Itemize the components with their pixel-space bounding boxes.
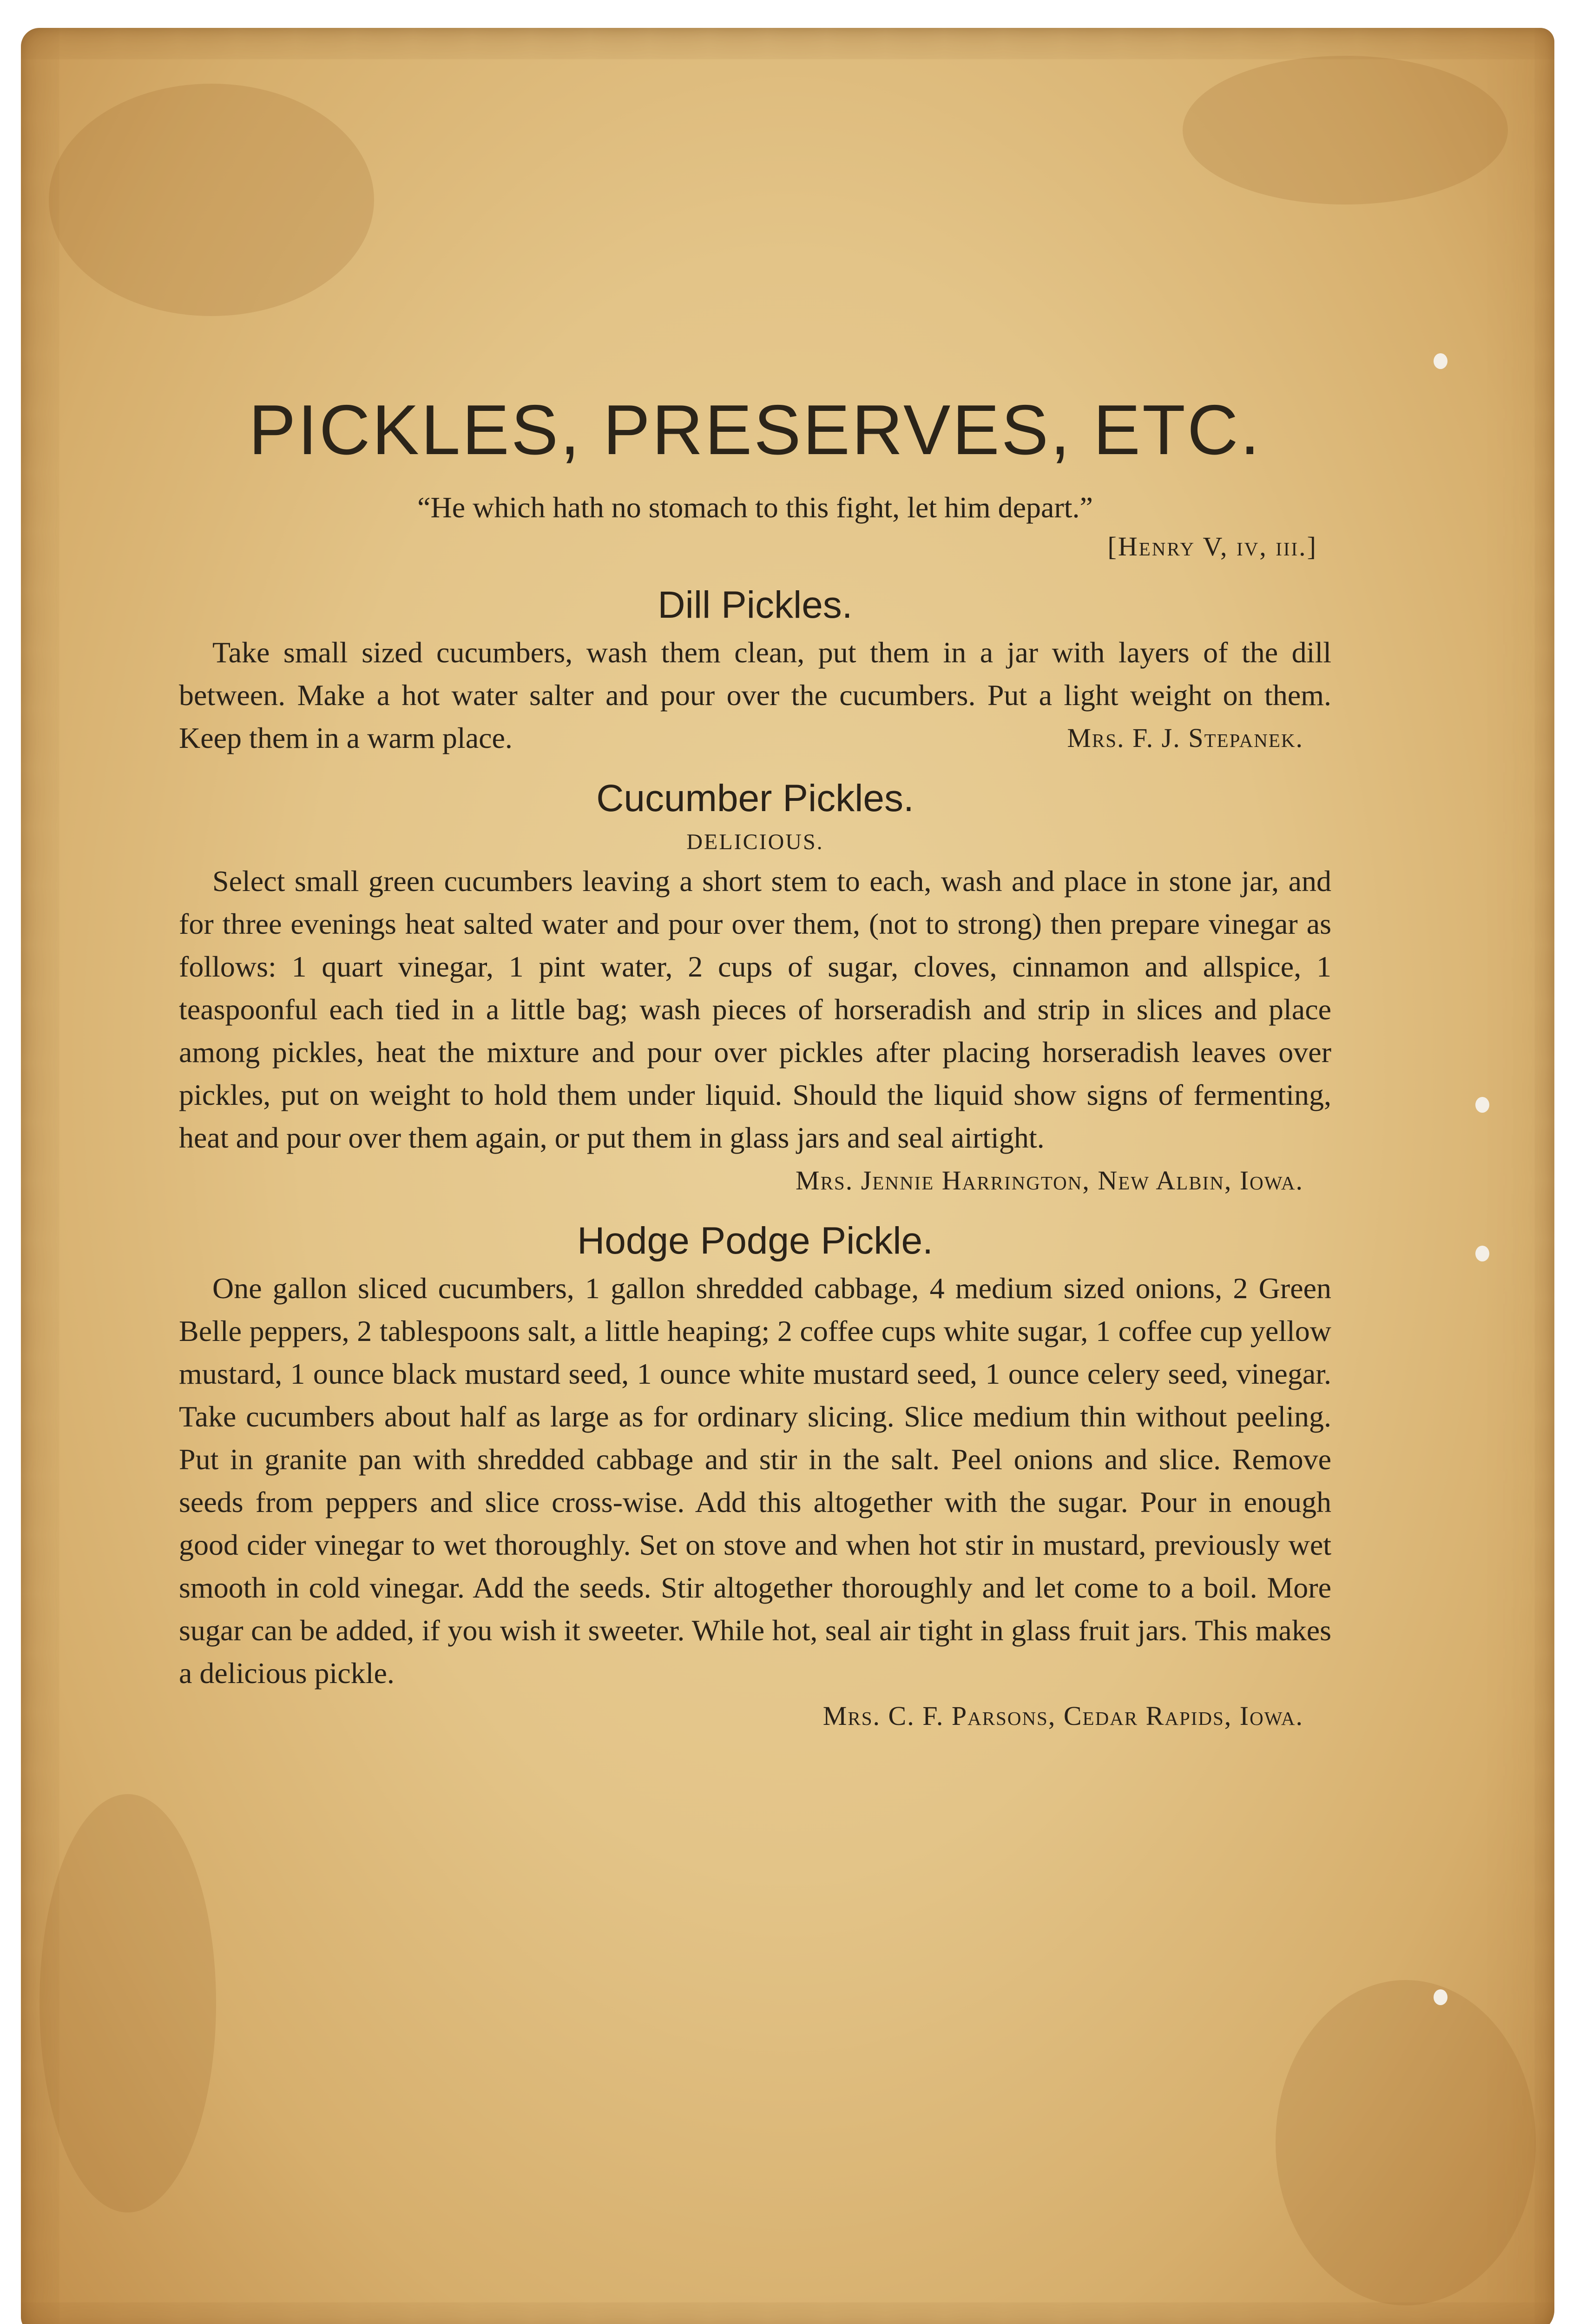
aged-paper-page: [21, 28, 1554, 2324]
recipe-author: Mrs. F. J. Stepanek.: [1067, 723, 1303, 753]
paper-stain: [39, 1794, 216, 2212]
recipe-cucumber-pickles: [179, 775, 1331, 1202]
page-title: PICKLES, PRESERVES, ETC.: [249, 390, 1262, 469]
punch-hole: [1475, 1097, 1489, 1113]
recipe-author: Mrs. Jennie Harrington, New Albin, Iowa.: [796, 1165, 1303, 1195]
paper-stain: [49, 84, 374, 316]
recipe-body: Take small sized cucumbers, wash them clean, put them in a jar with layers of the dill between. Make a hot water salter and pour over the cucumbers. Put a light weight on them. Keep them in a warm place.: [179, 636, 1331, 754]
paper-stain: [1183, 56, 1508, 205]
recipe-dill-pickles: [179, 582, 1331, 759]
epigraph-source: [Henry V, iv, iii.]: [1107, 531, 1317, 561]
epigraph-quote: “He which hath no stomach to this fight, let him depart.”: [417, 491, 1093, 524]
paper-stain: [1276, 1980, 1536, 2305]
page-content: [179, 390, 1331, 1737]
recipe-hodge-podge-pickle: [179, 1218, 1331, 1737]
recipe-body: Select small green cucumbers leaving a short stem to each, wash and place in stone jar, and for three evenings heat salted water and pour over them, (not to strong) then prepare vinegar as follows: 1 quart vinegar, 1 pint water, 2 cups of sugar, cloves, cinnamon and allspice, 1 teaspoonful each tied in a little bag; wash pieces of horseradish and strip in slices and place among pickles, heat the mixture and pour over pickles after placing horseradish leaves over pickles, put on weight to hold them under liquid. Should the liquid show signs of fermenting, heat and pour over them again, or put them in glass jars and seal airtight.: [179, 865, 1331, 1154]
punch-hole: [1434, 1989, 1447, 2005]
recipe-title: Hodge Podge Pickle.: [577, 1220, 933, 1262]
recipe-author: Mrs. C. F. Parsons, Cedar Rapids, Iowa.: [822, 1701, 1303, 1731]
punch-hole: [1434, 353, 1447, 369]
punch-hole: [1475, 1246, 1489, 1261]
recipe-title: Cucumber Pickles.: [596, 777, 914, 819]
recipe-title: Dill Pickles.: [658, 584, 853, 626]
recipe-body: One gallon sliced cucumbers, 1 gallon shredded cabbage, 4 medium sized onions, 2 Green Belle peppers, 2 tablespoons salt, a little heaping; 2 coffee cups white sugar, 1 coffee cup yellow mustard, 1 ounce black mustard seed, 1 ounce white mustard seed, 1 ounce celery seed, vinegar. Take cucumbers about half as large as for ordinary slicing. Slice medium thin without peeling. Put in granite pan with shredded cabbage and stir in the salt. Peel onions and slice. Remove seeds from peppers and slice cross-wise. Add this altogether with the sugar. Pour in enough good cider vinegar to wet thoroughly. Set on stove and when hot stir in mustard, previously wet smooth in cold vinegar. Add the seeds. Stir altogether thoroughly and let come to a boil. More sugar can be added, if you wish it sweeter. While hot, seal air tight in glass fruit jars. This makes a delicious pickle.: [179, 1272, 1331, 1690]
recipe-subtitle: DELICIOUS.: [686, 830, 824, 854]
